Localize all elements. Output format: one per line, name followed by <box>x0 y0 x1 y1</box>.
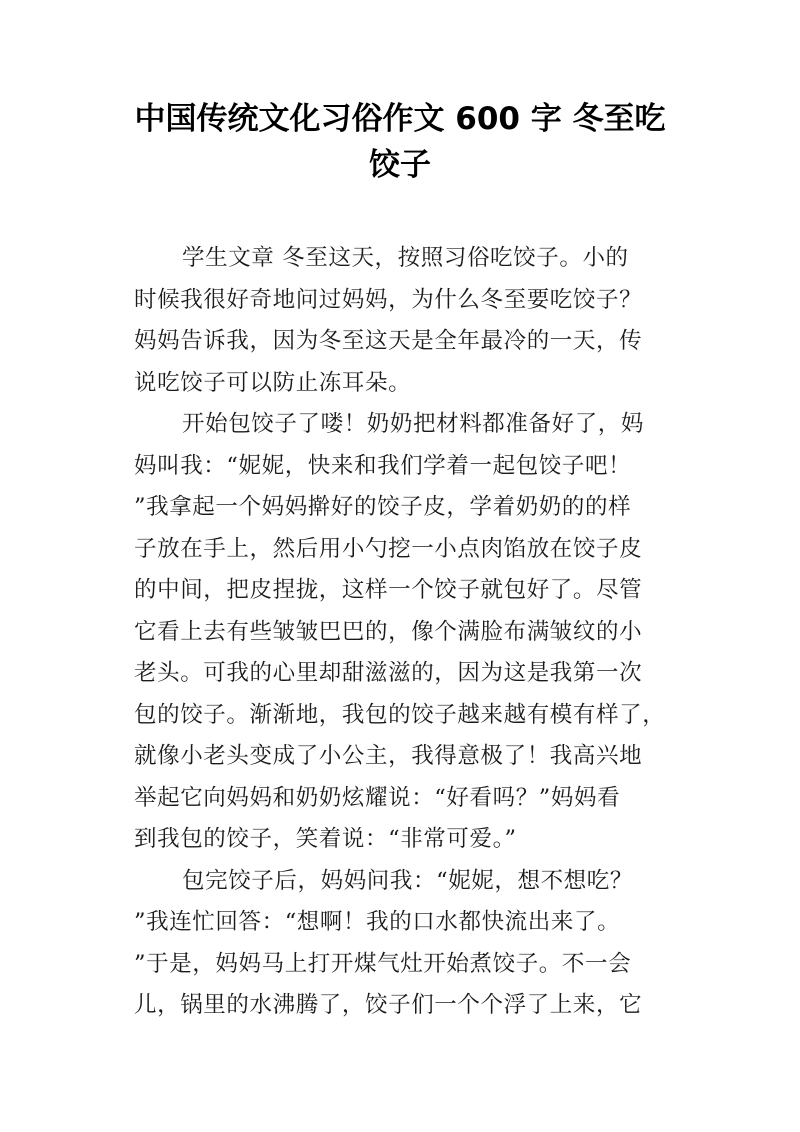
paragraph-1 <box>134 238 674 404</box>
text-line: 妈叫我：“妮妮，快来和我们学着一起包饺子吧！ <box>134 452 632 479</box>
text-line: 时候我很好奇地问过妈妈，为什么冬至要吃饺子？ <box>134 286 643 313</box>
text-line: 学生文章 冬至这天，按照习俗吃饺子。小的 <box>182 245 629 271</box>
text-line: 举起它向妈妈和奶奶炫耀说：“好看吗？”妈妈看 <box>134 784 621 811</box>
text-line: 包的饺子。渐渐地，我包的饺子越来越有模有样了， <box>134 701 666 728</box>
paragraph-2 <box>134 404 674 861</box>
document-title <box>120 96 680 188</box>
text-line: 儿，锅里的水沸腾了，饺子们一个个浮了上来，它 <box>134 992 643 1018</box>
text-line: 妈妈告诉我，因为冬至这天是全年最冷的一天，传 <box>134 328 643 354</box>
title-line-1: 中国传统文化习俗作文 600 字 冬至吃 <box>134 101 666 137</box>
text-line: 的中间，把皮捏拢，这样一个饺子就包好了。尽管 <box>134 577 643 603</box>
text-line: 老头。可我的心里却甜滋滋的，因为这是我第一次 <box>134 660 643 686</box>
text-line: 说吃饺子可以防止冻耳朵。 <box>134 369 412 396</box>
text-line: 开始包饺子了喽！奶奶把材料都准备好了，妈 <box>182 411 645 437</box>
paragraph-3 <box>134 861 674 1027</box>
text-line: 到我包的饺子，笑着说：“非常可爱。” <box>134 826 517 852</box>
text-line: ”于是，妈妈马上打开煤气灶开始煮饺子。不一会 <box>134 950 632 977</box>
text-line: 包完饺子后，妈妈问我：“妮妮，想不想吃？ <box>182 867 634 894</box>
title-line-2: 饺子 <box>369 147 431 183</box>
text-line: 就像小老头变成了小公主，我得意极了！我高兴地 <box>134 743 643 769</box>
text-line: 它看上去有些皱皱巴巴的，像个满脸布满皱纹的小 <box>134 618 643 645</box>
text-line: ”我拿起一个妈妈擀好的饺子皮，学着奶奶的的样 <box>134 494 632 520</box>
text-line: 子放在手上，然后用小勺挖一小点肉馅放在饺子皮 <box>134 535 643 562</box>
text-line: ”我连忙回答：“想啊！我的口水都快流出来了。 <box>134 909 621 935</box>
essay-body <box>134 238 674 1027</box>
